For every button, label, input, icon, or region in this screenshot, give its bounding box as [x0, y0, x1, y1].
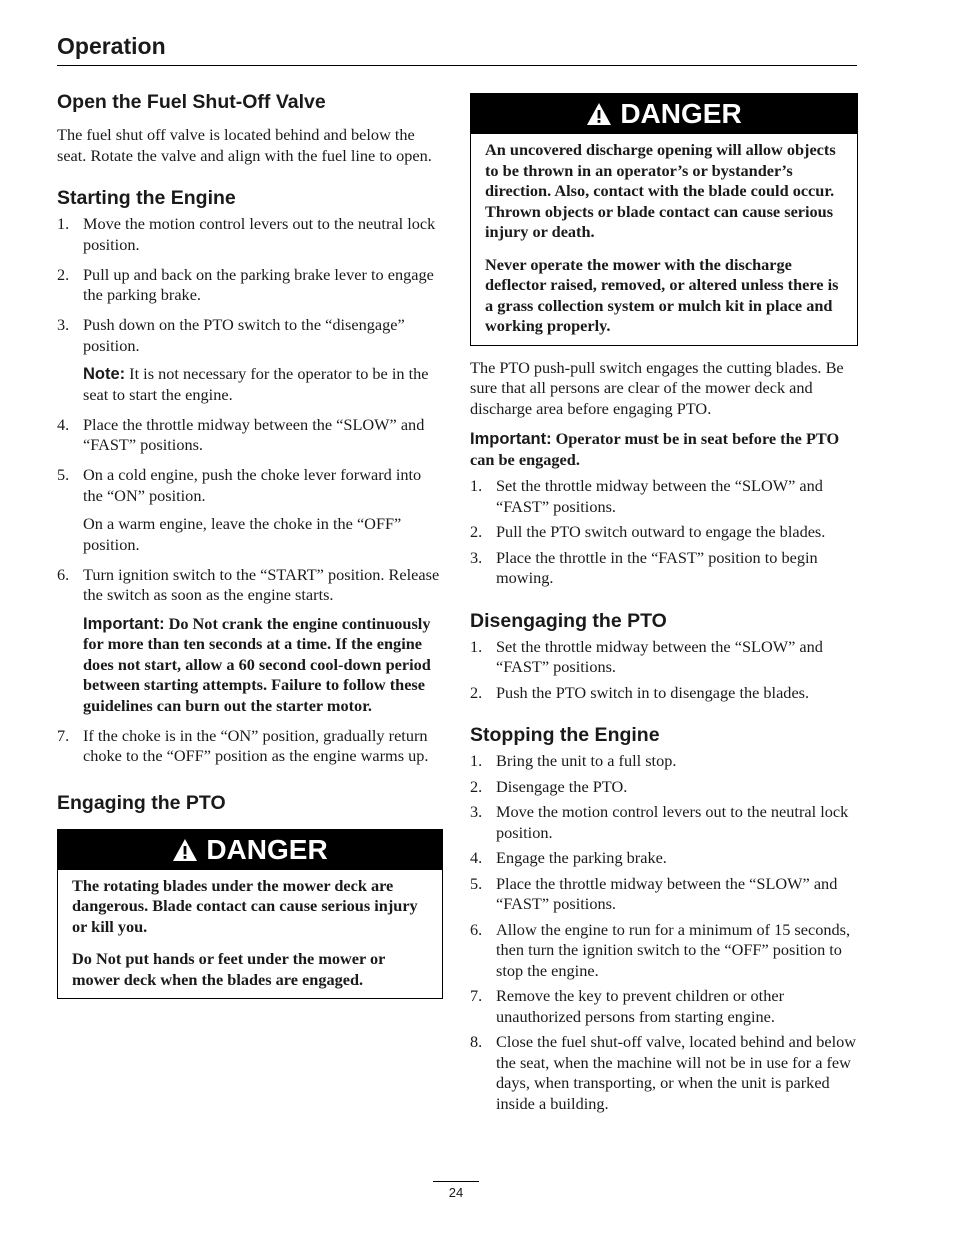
step-text: Place the throttle midway between the “SLOW” and “FAST” positions. — [83, 414, 425, 454]
step-text: Turn ignition switch to the “START” position. Release the switch as soon as the engine starts. — [83, 564, 440, 604]
note-label: Note: — [83, 365, 126, 383]
step-number: 8. — [470, 1032, 483, 1051]
important-paragraph — [83, 614, 443, 717]
step-number: 2. — [470, 776, 483, 796]
step-extra-text: On a warm engine, leave the choke in the “OFF” position. — [83, 514, 402, 554]
header-rule — [57, 65, 857, 66]
danger-paragraph: The rotating blades under the mower deck are dangerous. Blade contact can cause serious injury or kill you. — [72, 875, 418, 936]
warning-triangle-icon — [172, 838, 198, 862]
step-number: 6. — [470, 919, 483, 939]
step-text: Set the throttle midway between the “SLOW” and “FAST” positions. — [496, 636, 823, 676]
step-text: Move the motion control levers out to the neutral lock position. — [496, 802, 849, 842]
step-number: 3. — [470, 802, 483, 821]
footer-rule — [433, 1181, 479, 1182]
engage-steps-list — [470, 476, 858, 589]
important-label: Important: — [83, 614, 165, 633]
disengage-steps-list — [470, 637, 858, 704]
section-title: Operation — [57, 33, 166, 59]
engaging-pto-heading: Engaging the PTO — [57, 791, 226, 814]
step-text: Push down on the PTO switch to the “disengage” position. — [83, 315, 405, 355]
list-item — [57, 726, 443, 767]
step-text: Close the fuel shut-off valve, located behind and below the seat, when the machine will not be in use for a few days, when transporting, or when the unit is parked inside a building. — [496, 1032, 857, 1113]
important-label: Important: — [470, 430, 552, 448]
step-number: 2. — [470, 522, 483, 541]
danger-body — [471, 134, 857, 345]
step-text: On a cold engine, push the choke lever forward into the “ON” position. — [83, 465, 422, 505]
step-text: Move the motion control levers out to the neutral lock position. — [83, 214, 436, 254]
list-item — [470, 637, 858, 678]
important-text: Operator must be in seat before the PTO can be engaged. — [470, 429, 840, 469]
list-item — [470, 522, 858, 543]
warning-triangle-icon — [586, 102, 612, 126]
right-column — [470, 93, 858, 1119]
step-text: Bring the unit to a full stop. — [496, 751, 677, 770]
disengaging-pto-heading: Disengaging the PTO — [470, 609, 667, 632]
stopping-steps-list — [470, 751, 858, 1114]
list-item — [470, 751, 858, 772]
step-text: Push the PTO switch in to disengage the blades. — [496, 682, 810, 702]
list-item — [470, 1032, 858, 1114]
step-number: 1. — [57, 214, 70, 233]
list-item — [470, 476, 858, 517]
important-text: Do Not crank the engine continuously for more than ten seconds at a time. If the engine does not start, allow a 60 second cool-down period between starting attempts. Failure to follow these guidelines can burn out the starter motor. — [83, 613, 431, 715]
starting-engine-heading: Starting the Engine — [57, 187, 236, 209]
pto-intro-text: The PTO push-pull switch engages the cutting blades. Be sure that all persons are clear of the mower deck and discharge area before engaging PTO. — [470, 357, 844, 418]
step-text: Place the throttle in the “FAST” position to begin mowing. — [496, 547, 818, 587]
danger-paragraph: Do Not put hands or feet under the mower or mower deck when the blades are engaged. — [72, 949, 386, 989]
list-item — [57, 565, 443, 717]
step-number: 1. — [470, 751, 483, 770]
danger-title: DANGER — [206, 833, 328, 865]
step-number: 4. — [57, 414, 70, 434]
left-column — [57, 90, 443, 999]
list-item — [57, 265, 443, 306]
starting-steps-list — [57, 214, 443, 767]
step-text: If the choke is in the “ON” position, gradually return choke to the “OFF” position as the engine warms up. — [83, 725, 429, 765]
step-number: 1. — [470, 636, 483, 656]
list-item — [470, 920, 858, 982]
step-number: 2. — [470, 682, 483, 702]
step-number: 7. — [57, 725, 70, 745]
step-number: 5. — [470, 873, 483, 893]
step-text: Set the throttle midway between the “SLOW” and “FAST” positions. — [496, 476, 823, 516]
list-item — [470, 548, 858, 589]
step-number: 7. — [470, 986, 483, 1005]
step-number: 3. — [470, 547, 483, 567]
list-item — [57, 415, 443, 456]
danger-header — [471, 94, 857, 134]
list-item — [57, 214, 443, 255]
step-number: 2. — [57, 264, 70, 284]
list-item — [57, 465, 443, 555]
step-text: Disengage the PTO. — [496, 776, 628, 796]
step-text: Remove the key to prevent children or other unauthorized persons from starting engine. — [496, 986, 784, 1026]
danger-title: DANGER — [620, 98, 742, 129]
step-number: 4. — [470, 848, 483, 867]
step-number: 6. — [57, 564, 70, 584]
list-item — [470, 683, 858, 704]
list-item — [470, 986, 858, 1027]
danger-box-blades — [57, 829, 443, 1000]
list-item — [57, 315, 443, 405]
step-text: Pull up and back on the parking brake lever to engage the parking brake. — [83, 264, 434, 304]
note-text: It is not necessary for the operator to be in the seat to start the engine. — [83, 364, 429, 404]
step-text: Engage the parking brake. — [496, 848, 667, 867]
page-number: 24 — [448, 1185, 464, 1200]
important-paragraph — [470, 429, 858, 470]
step-text: Place the throttle midway between the “SLOW” and “FAST” positions. — [496, 873, 838, 913]
danger-body — [58, 870, 442, 999]
danger-box-discharge — [470, 93, 858, 346]
stopping-engine-heading: Stopping the Engine — [470, 724, 660, 746]
danger-paragraph: An uncovered discharge opening will allow objects to be thrown in an operator’s or bystander’s direction. Also, contact with the blade could occur. Thrown objects or blade contact can cause serious injury or death. — [485, 140, 836, 241]
list-item — [470, 777, 858, 798]
step-number: 5. — [57, 465, 70, 484]
note-paragraph — [83, 364, 443, 405]
fuel-valve-text: The fuel shut off valve is located behind and below the seat. Rotate the valve and align with the fuel line to open. — [57, 125, 432, 165]
step-number: 3. — [57, 315, 70, 334]
fuel-valve-heading: Open the Fuel Shut-Off Valve — [57, 91, 326, 113]
step-text: Allow the engine to run for a minimum of 15 seconds, then turn the ignition switch to the “OFF” position to stop the engine. — [496, 919, 851, 980]
danger-paragraph: Never operate the mower with the discharge deflector raised, removed, or altered unless there is a grass collection system or mulch kit in place and working properly. — [485, 254, 839, 335]
step-number: 1. — [470, 476, 483, 495]
danger-header — [58, 830, 442, 870]
list-item — [470, 874, 858, 915]
step-text: Pull the PTO switch outward to engage the blades. — [496, 522, 826, 541]
list-item — [470, 802, 858, 843]
list-item — [470, 848, 858, 869]
